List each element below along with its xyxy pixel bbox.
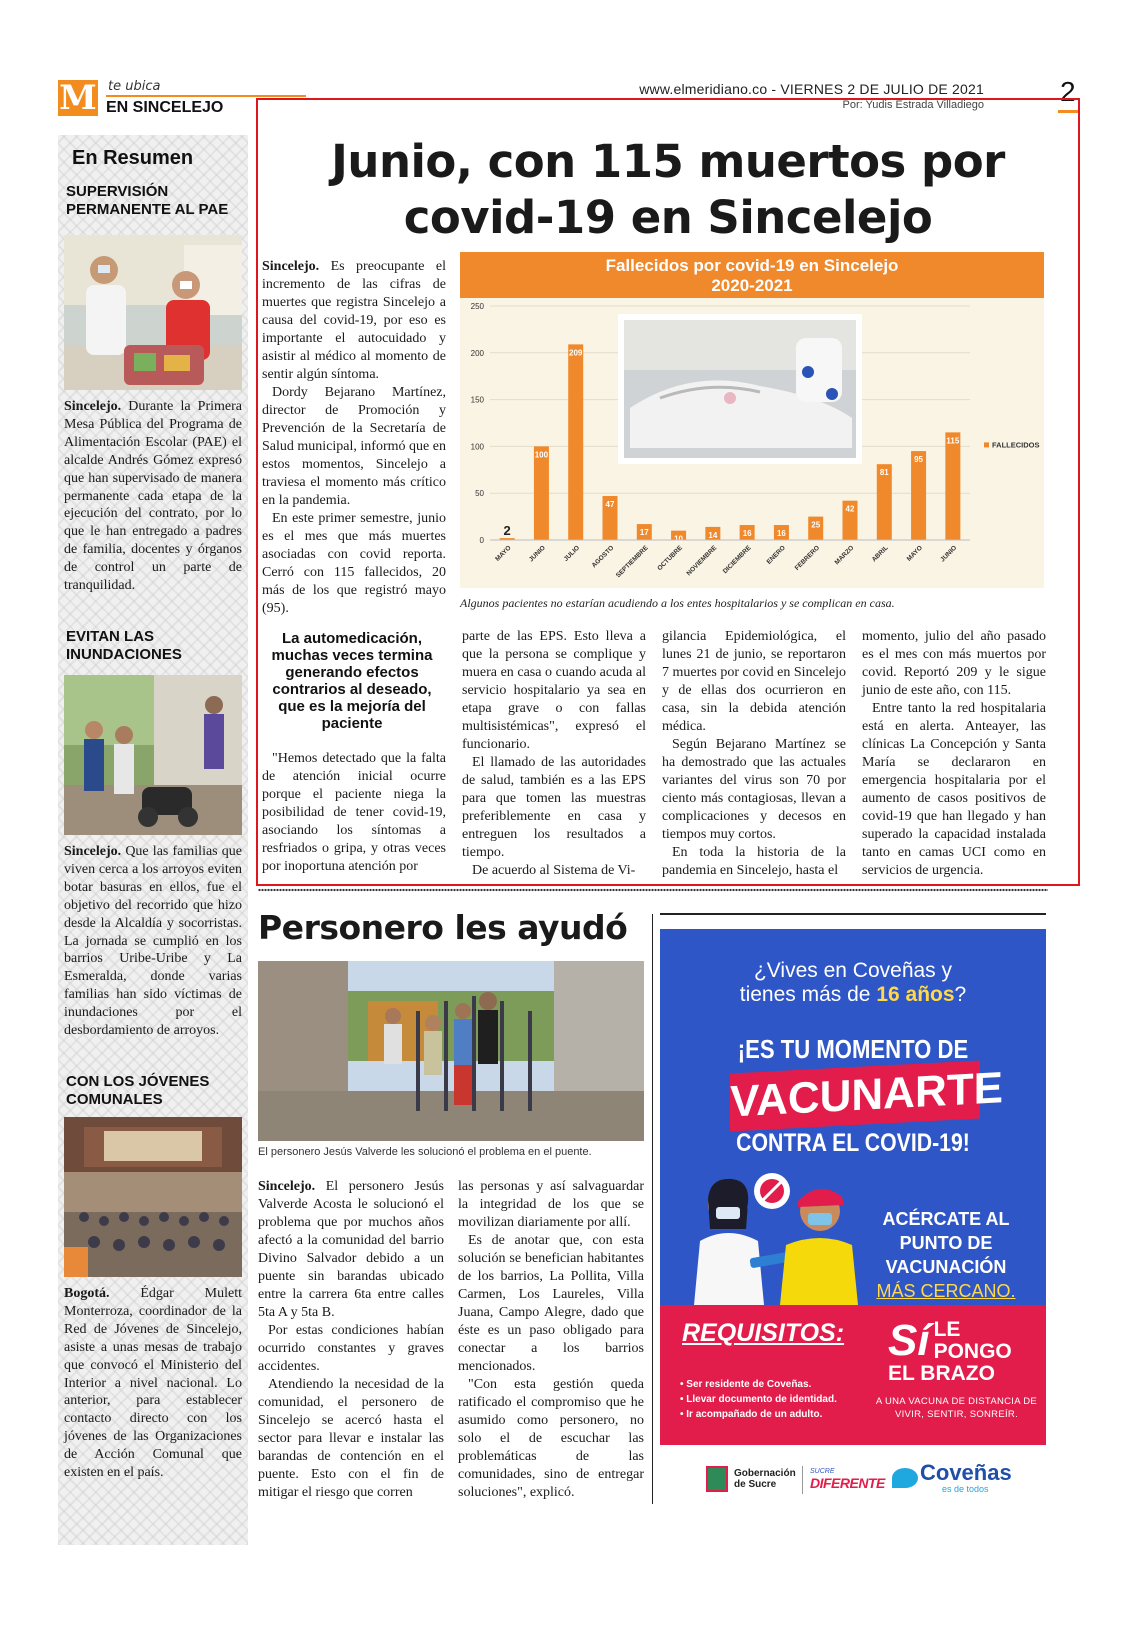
vaccination-illustration [680,1169,860,1305]
story-paragraph: Entre tanto la red hospitalaria está en alerta. Anteayer, las clínicas La Concepción y Santa María se declararon en emergencia hospitalaria por el aumento de casos positivos de covid-19 que han llegado y han superado la capacidad instalada tanto en camas UCI como en servicios de urgencia. [862,701,1046,878]
legend-label: FALLECIDOS [992,440,1040,450]
sidebar-photo-jovenes [64,1117,242,1277]
newspaper-logo: M [59,78,97,118]
byline: Por: Yudis Estrada Villadiego [842,99,984,111]
story-column-4 [862,628,1046,880]
ad-slogan-si: Sí [888,1316,930,1365]
sidebar-lead: Sincelejo. [64,399,122,414]
chart-caption: Algunos pacientes no estarían acudiendo a los entes hospitalarios y se complican en casa. [460,596,895,610]
ad-question-line: ¿Vives en Coveñas y [753,959,953,982]
story-column-3 [662,628,846,880]
section-name: EN SINCELEJO [106,99,224,116]
bar-value-label: 47 [605,500,615,510]
story-dateline: Sincelejo. [258,1179,316,1194]
header-rule [106,95,306,97]
chart-plot [460,298,1044,588]
ad-cercano-text: MÁS CERCANO. [876,1281,1016,1301]
personero-photo [258,961,644,1141]
x-tick-label: DICIEMBRE [721,544,753,576]
ad-requirement: • Ser residente de Coveñas. [680,1379,812,1390]
y-tick-label: 250 [470,302,484,311]
x-tick-label: JUNIO [527,544,547,564]
ad-moment-text: ¡ES TU MOMENTO DE [737,1034,969,1064]
ad-acercate-text: ACÉRCATE AL PUNTO DE VACUNACIÓN [882,1209,1010,1277]
ad-requirement: • Ir acompañado de un adulto. [680,1409,823,1420]
x-tick-label: JULIO [562,544,582,563]
sidebar-headline: SUPERVISIÓN PERMANENTE AL PAE [66,183,229,218]
chart-title-bar [460,252,1044,298]
story-paragraph: De acuerdo al Sistema de Vi- [472,863,636,878]
logo-text: es de todos [942,1484,989,1494]
ad-question [660,959,1046,1007]
ad-contra-text: CONTRA EL COVID-19! [736,1129,970,1157]
legend-swatch [984,442,989,447]
column-separator [652,914,653,1504]
story-column-1 [262,258,446,618]
logo-text: SUCRE [810,1468,835,1475]
chart-subtitle: 2020-2021 [711,276,793,295]
vaccination-advertisement [660,929,1046,1445]
sidebar-body: Durante la Primera Mesa Pública del Programa de Alimentación Escolar (PAE) el alcalde Andrés Gómez expresó que han supervisado de manera permanente cada etapa de la ejecución del contrato, por lo que le han entregado a padres de familia, docentes y órganos de control un parte de tranquilidad. [64,399,242,594]
story-paragraph: "Con esta gestión queda ratificado el compromiso que he asumido como personero, no solo el de escuchar las problemáticas de las comunidades, sino de entregar soluciones", explicó. [458,1377,644,1500]
story-paragraph: gilancia Epidemiológica, el lunes 21 de junio, se reportaron 7 muertes por covid en Sincelejo y de ellas dos ocurrieron en casa, sin la debida atención médica. [662,629,846,734]
deaths-bar-chart [460,252,1044,588]
gobernacion-shield-icon [706,1466,728,1492]
ad-question-text: tienes más de [739,983,877,1006]
sidebar-body: Que las familias que viven cerca a los arroyos eviten botar basuras en ellos, fue el objetivo del recorrido que hizo desde la Alcaldía y socorristas. La jornada se cumplió en los barrios Uribe-Uribe y La Esmeralda, donde varias familias han sido víctimas de inundaciones por el desbordamiento de arroyos. [64,844,242,1039]
bar-value-label: 42 [845,504,855,514]
personero-photo-caption: El personero Jesús Valverde les solucionó el problema en el puente. [258,1146,592,1158]
ad-requirements-list [680,1377,837,1422]
story-paragraph: Según Bejarano Martínez se ha demostrado que las actuales variantes del virus son 70 por ciento más contagiosas, llevan a complicaciones y decesos en tiempos muy cortos. [662,737,846,842]
chart-bar [911,451,926,540]
x-tick-label: OCTUBRE [656,544,684,573]
x-tick-label: JUNIO [939,544,959,564]
bar-value-label: 10 [674,534,684,544]
story-paragraph: En toda la historia de la pandemia en Sincelejo, hasta el [662,845,846,878]
story2-column-2 [458,1178,644,1502]
dotted-divider [258,888,1048,892]
story2-column-1 [258,1178,444,1502]
story-column-1-bottom [262,750,446,876]
x-tick-label: MAYO [905,544,924,563]
story-text: Es preocupante el incremento de las cifras de muertes que registra Sincelejo a causa del covid-19, por eso es importante el autocuidado y asistir al médico al momento de sentir algún síntoma. [262,259,446,382]
x-tick-label: MAYO [494,544,513,563]
x-tick-label: NOVIEMBRE [685,544,719,578]
bar-value-label: 115 [946,436,960,446]
main-headline: Junio, con 115 muertos por covid-19 en Sincelejo [331,135,1005,244]
sidebar-title: En Resumen [72,147,194,169]
sidebar-lead: Sincelejo. [64,844,122,859]
story-paragraph: En este primer semestre, junio es el mes que más muertes asociadas con covid reporta. Cerró con 115 fallecidos, 20 más de los que registró mayo (95). [262,511,446,616]
story-dateline: Sincelejo. [262,259,320,274]
sponsor-logos [706,1460,1046,1500]
bar-value-label: 95 [914,455,924,465]
bar-value-label: 209 [569,348,583,358]
story-paragraph: Por estas condiciones habían ocurrido constantes y graves accidentes. [258,1323,444,1374]
y-tick-label: 50 [475,489,484,499]
chart-bar [568,344,583,540]
sidebar-lead: Bogotá. [64,1286,110,1301]
story-paragraph: las personas y así salvaguardar la integridad de los que se movilizan diariamente por allí. [458,1179,644,1230]
sidebar-headline: EVITAN LAS INUNDACIONES [66,628,182,663]
chart-title: Fallecidos por covid-19 en Sincelejo [605,256,899,275]
x-tick-label: AGOSTO [590,544,616,570]
summary-sidebar [58,135,248,1545]
logo-text: Gobernación [734,1468,796,1479]
logo-covenas [920,1462,1012,1494]
logo-text: de Sucre [734,1479,777,1490]
bar-value-label: 2 [503,523,511,539]
header-date-url: www.elmeridiano.co - VIERNES 2 DE JULIO DE 2021 [639,81,984,97]
second-headline: Personero les ayudó [258,908,628,947]
story-column-2 [462,628,646,880]
ad-requirements-title: REQUISITOS: [682,1319,845,1347]
ad-age: 16 años [876,983,955,1006]
sidebar-headline: CON LOS JÓVENES COMUNALES [66,1073,210,1108]
section-kicker: te ubica [108,79,161,94]
y-tick-label: 100 [470,442,484,452]
x-tick-label: ABRIL [870,544,890,564]
story-paragraph [258,1178,444,1322]
sidebar-story-text [64,843,242,1040]
bar-value-label: 100 [534,450,549,460]
sidebar-photo-pae [64,235,242,390]
logo-text: DIFERENTE [810,1475,885,1491]
x-tick-label: FEBRERO [793,544,822,572]
bar-value-label: 25 [811,520,821,530]
y-tick-label: 200 [470,348,484,358]
story-paragraph: Es de anotar que, con esta solución se benefician habitantes de los barrios, La Pollita, Villa Carmen, Los Laureles, Villa Juana, Campo Alegre, dado que éste es un paso obligado para conectar a los barrios mencionados. [458,1233,644,1374]
story-paragraph: Atendiendo la necesidad de la comunidad, el personero de Sincelejo se acercó hasta el sector para llevar e instalar las barandas de contención en el puente. Esto con el fin de mitigar el riesgo que corren [258,1377,444,1500]
chart-bar [534,446,549,540]
ad-requirements-panel [660,1305,1046,1445]
y-tick-label: 0 [479,536,484,545]
ad-requirement: • Llevar documento de identidad. [680,1394,837,1405]
ad-slogan-text: LE PONGO EL BRAZO [888,1318,1012,1385]
bar-value-label: 81 [879,468,889,478]
page-number: 2 [1060,76,1076,107]
bar-value-label: 14 [708,530,718,540]
sidebar-story-text [64,1285,242,1482]
ad-distance-text: A UNA VACUNA DE DISTANCIA DE VIVIR, SENTIR, SONREÍR. [875,1396,1038,1420]
x-tick-label: ENERO [765,544,787,566]
y-tick-label: 150 [470,395,484,405]
bar-value-label: 17 [639,528,649,538]
x-tick-label: MARZO [833,544,856,567]
story-paragraph: "Hemos detectado que la falta de atención inicial ocurre porque el paciente niega la posibilidad de tener covid-19, asociando los síntomas a resfriados o gripa, y otras veces por inoportuna atención por [262,751,446,874]
chart-inset-photo [618,314,862,464]
ad-vacunarte-banner: VACUNARTE [730,1060,980,1131]
x-tick-label: SEPTIEMBRE [614,544,650,580]
sidebar-photo-inundaciones [64,675,242,835]
story-text: El personero Jesús Valverde Acosta le solucionó el problema que por muchos años afectó a la comunidad del barrio Divino Salvador debido a un puente sin barandas ubicado entre la carrera 6ta entre calles 5ta A y 5ta B. [258,1179,444,1320]
ad-top-rule [660,913,1046,915]
ad-question-mark: ? [954,983,967,1006]
covenas-wave-icon [892,1468,918,1488]
story-paragraph: parte de las EPS. Esto lleva a que la persona se complique y muera en casa o cuando acuda al servicio hospitalario ya sea en etapa grave o con fallas multisistémicas", expresó el funcionario. [462,629,646,752]
bar-value-label: 16 [742,529,752,539]
ad-question-line [660,983,1046,1007]
story-paragraph: momento, julio del año pasado es el mes con más muertos por covid. Reportó 209 y le sigue junio de este año, con 115. [862,629,1046,698]
sidebar-story-text [64,398,242,595]
pull-quote: La automedicación, muchas veces termina generando efectos contrarios al deseado, que es la mejoría del paciente [271,630,433,732]
logo-divider [802,1466,803,1494]
sidebar-body: Édgar Mulett Monterroza, coordinador de la Red de Jóvenes de Sincelejo, asiste a unas mesas de trabajo que convocó el Ministerio del Interior a nivel nacional. Lo anterior, para establecer contacto directo con los jóvenes de las Organizaciones de Acción Comunal que existen en el país. [64,1286,242,1481]
story-paragraph [262,258,446,384]
story-paragraph: Dordy Bejarano Martínez, director de Promoción y Prevención de la Secretaría de Salud municipal, informó que en estos momentos, Sincelejo a traviesa el momento más crítico en la pandemia. [262,385,446,508]
chart-bar [945,432,960,540]
story-paragraph: El llamado de las autoridades de salud, también es a las EPS para que tomen las muestras preferiblemente en casa y entreguen los resultados a tiempo. [462,755,646,860]
logo-sucre-diferente [810,1468,885,1491]
ad-acercate [858,1207,1034,1303]
logo-text: Coveñas [920,1460,1012,1485]
bar-value-label: 16 [776,529,786,539]
ad-slogan [888,1316,1038,1385]
logo-gobernacion [734,1468,796,1490]
